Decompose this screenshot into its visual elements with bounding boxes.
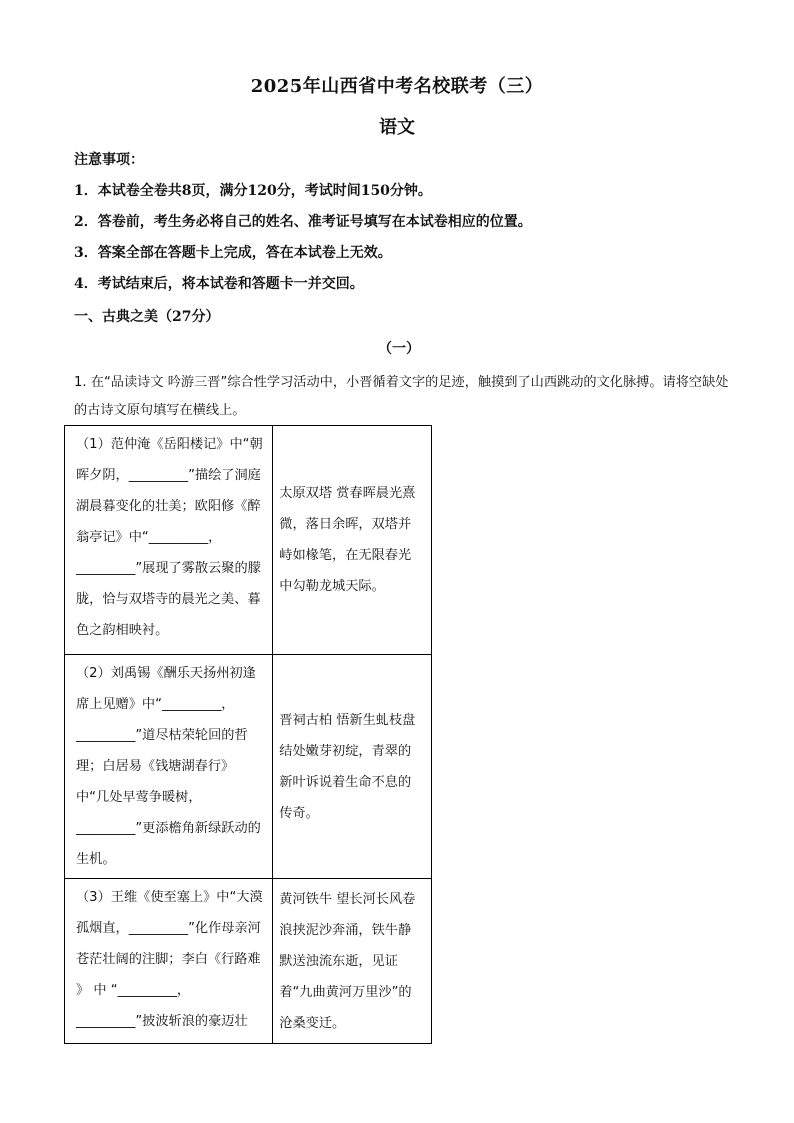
exam-title: 2025年山西省中考名校联考（三） xyxy=(250,76,544,97)
part-label: （一） xyxy=(378,341,420,357)
notes-item-1: 1．本试卷全卷共8页，满分120分，考试时间150分钟。 xyxy=(74,183,432,199)
notes-heading: 注意事项： xyxy=(74,152,144,168)
question-1-text: 1. 在“品读诗文 吟游三晋”综合性学习活动中，小晋循着文字的足迹，触摸到了山西跳动的文化脉搏。请将空缺处的古诗文原句填写在横线上。 xyxy=(74,375,729,418)
table-cell-scene: 太原双塔 赏春晖晨光熹微，落日余晖，双塔并峙如椽笔，在无限春光中勾勒龙城天际。 xyxy=(273,426,432,655)
table-cell-question: （3）王维《使至塞上》中“大漠孤烟直，_________”化作母亲河苍茫壮阔的注脚；李白《行路难 》 中 “_________，_________”披波斩浪的豪迈壮 xyxy=(65,879,273,1044)
poem-table xyxy=(64,425,432,1044)
table-cell-question: （1）范仲淹《岳阳楼记》中“朝晖夕阴，_________”描绘了洞庭湖晨暮变化的壮美；欧阳修《醉翁亭记》中“_________，_________”展现了雾散云聚的朦胧，恰与双塔寺的晨光之美、暮色之韵相映衬。 xyxy=(65,426,273,655)
table-cell-scene: 黄河铁牛 望长河长风卷浪挟泥沙奔涌，铁牛静默送浊流东逝，见证着“九曲黄河万里沙”的沧桑变迁。 xyxy=(273,879,432,1044)
table-row xyxy=(65,879,432,1044)
table-cell-question: （2）刘禹锡《酬乐天扬州初逢席上见赠》中“_________，_________”道尽枯荣轮回的哲理；白居易《钱塘湖春行》中“几处早莺争暖树，_________”更添檐角新绿跃动的生机。 xyxy=(65,655,273,879)
section-title: 一、古典之美（27分） xyxy=(74,309,220,325)
table-cell-scene: 晋祠古柏 悟新生虬枝盘结处嫩芽初绽，青翠的新叶诉说着生命不息的传奇。 xyxy=(273,655,432,879)
notes-block xyxy=(74,150,532,305)
notes-item-4: 4．考试结束后，将本试卷和答题卡一并交回。 xyxy=(74,276,364,292)
subject-title: 语文 xyxy=(379,117,415,138)
notes-item-3: 3．答案全部在答题卡上完成，答在本试卷上无效。 xyxy=(74,245,392,261)
table-row xyxy=(65,426,432,655)
table-row xyxy=(65,655,432,879)
notes-item-2: 2．答卷前，考生务必将自己的姓名、准考证号填写在本试卷相应的位置。 xyxy=(74,214,532,230)
